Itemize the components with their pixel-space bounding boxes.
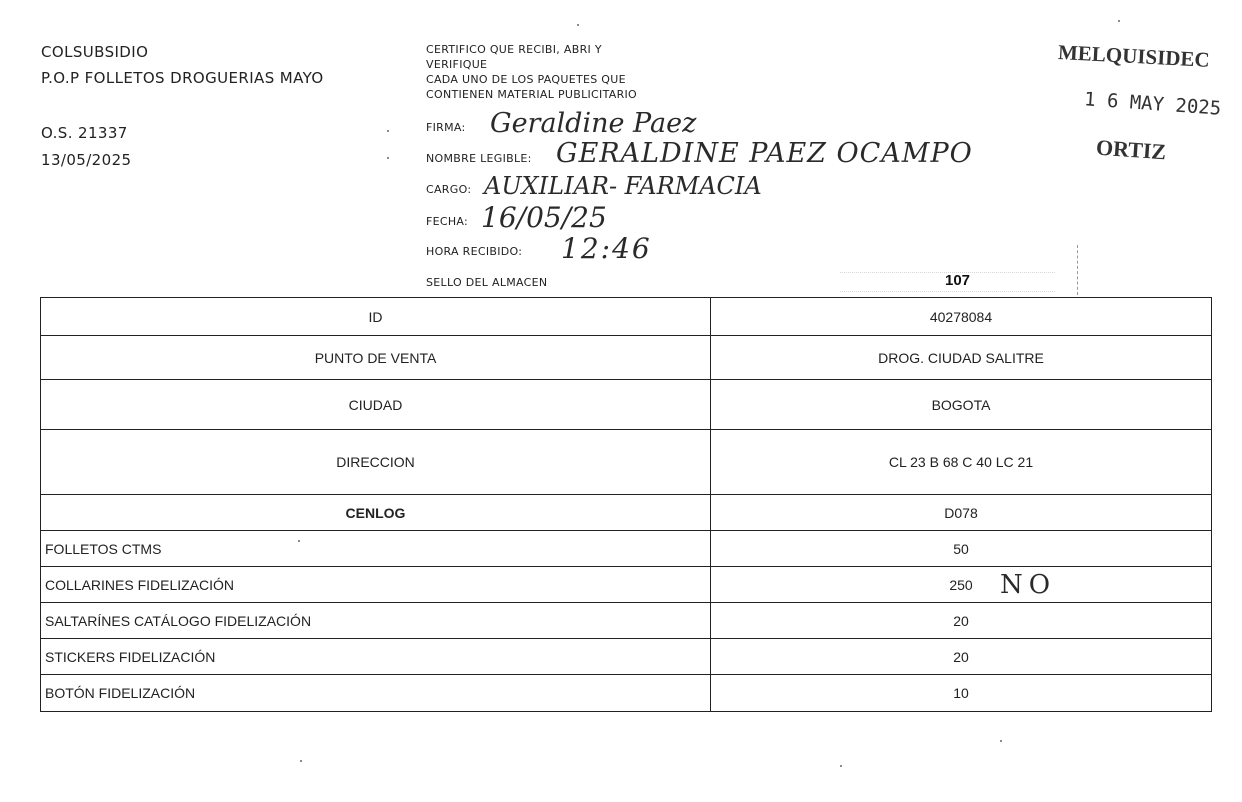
item-label: BOTÓN FIDELIZACIÓN [41,675,711,711]
scan-speck [1000,740,1002,742]
scan-speck [298,540,300,542]
firma-signature: Geraldine Paez [490,108,697,139]
table-row [41,639,1211,675]
scan-speck [1118,20,1120,22]
table-row-cenlog [41,495,1211,531]
item-quantity: 250 [949,576,973,593]
certification-line: VERIFIQUE [426,58,488,71]
sello-number: 107 [945,272,971,289]
table-row [41,603,1211,639]
certification-text [426,42,637,102]
certification-line: CONTIENEN MATERIAL PUBLICITARIO [426,88,638,101]
table-row-id [41,298,1211,336]
table-row [41,675,1211,711]
punto-venta-label: PUNTO DE VENTA [41,336,711,379]
hora-value: 12:46 [561,232,652,265]
item-quantity: 10 [953,685,969,701]
direccion-label: DIRECCION [41,430,711,494]
delivery-table [40,297,1212,712]
id-value: 40278084 [929,308,993,325]
scan-speck [840,765,842,767]
cargo-label: CARGO: [426,183,472,196]
company-name: COLSUBSIDIO [41,43,149,61]
scan-speck [577,24,579,26]
cargo-value: AUXILIAR- FARMACIA [484,172,762,200]
item-quantity: 20 [953,612,969,629]
direccion-value: CL 23 B 68 C 40 LC 21 [888,454,1034,470]
fecha-value: 16/05/25 [481,201,607,234]
project-title: P.O.P FOLLETOS DROGUERIAS MAYO [41,69,324,87]
item-label: FOLLETOS CTMS [41,531,711,566]
order-number: O.S. 21337 [41,124,128,142]
stamp-date: 1 6 MAY 2025 [1083,88,1222,120]
cenlog-label: CENLOG [41,495,711,530]
fecha-label: FECHA: [426,215,469,228]
order-date: 13/05/2025 [41,151,132,169]
firma-label: FIRMA: [426,121,466,134]
item-label: COLLARINES FIDELIZACIÓN [41,567,711,602]
cenlog-value: D078 [944,504,978,521]
ciudad-value: BOGOTA [931,396,991,413]
sello-label: SELLO DEL ALMACEN [426,276,548,289]
stamp-name-top: MELQUISIDEC [1057,40,1211,72]
handwritten-note: NO [1000,570,1057,600]
stamp-name-bottom: ORTIZ [1095,134,1167,165]
id-label: ID [41,298,711,335]
table-row [41,531,1211,567]
scan-speck [387,157,389,159]
certification-line: CADA UNO DE LOS PAQUETES QUE [426,73,626,86]
table-row-direccion [41,430,1211,495]
punto-venta-value: DROG. CIUDAD SALITRE [878,349,1044,366]
nombre-value: GERALDINE PAEZ OCAMPO [556,138,973,169]
scan-speck [300,760,302,762]
certification-line: CERTIFICO QUE RECIBI, ABRI Y [426,43,602,56]
ciudad-label: CIUDAD [41,380,711,429]
hora-label: HORA RECIBIDO: [426,245,523,258]
item-quantity: 20 [953,648,969,665]
table-row-ciudad [41,380,1211,430]
table-row-punto-venta [41,336,1211,380]
item-label: STICKERS FIDELIZACIÓN [41,639,711,674]
nombre-label: NOMBRE LEGIBLE: [426,152,532,165]
scan-speck [387,130,389,132]
stamp-edge-mark [1077,245,1079,295]
item-label: SALTARÍNES CATÁLOGO FIDELIZACIÓN [41,603,711,638]
item-quantity: 50 [953,540,969,557]
